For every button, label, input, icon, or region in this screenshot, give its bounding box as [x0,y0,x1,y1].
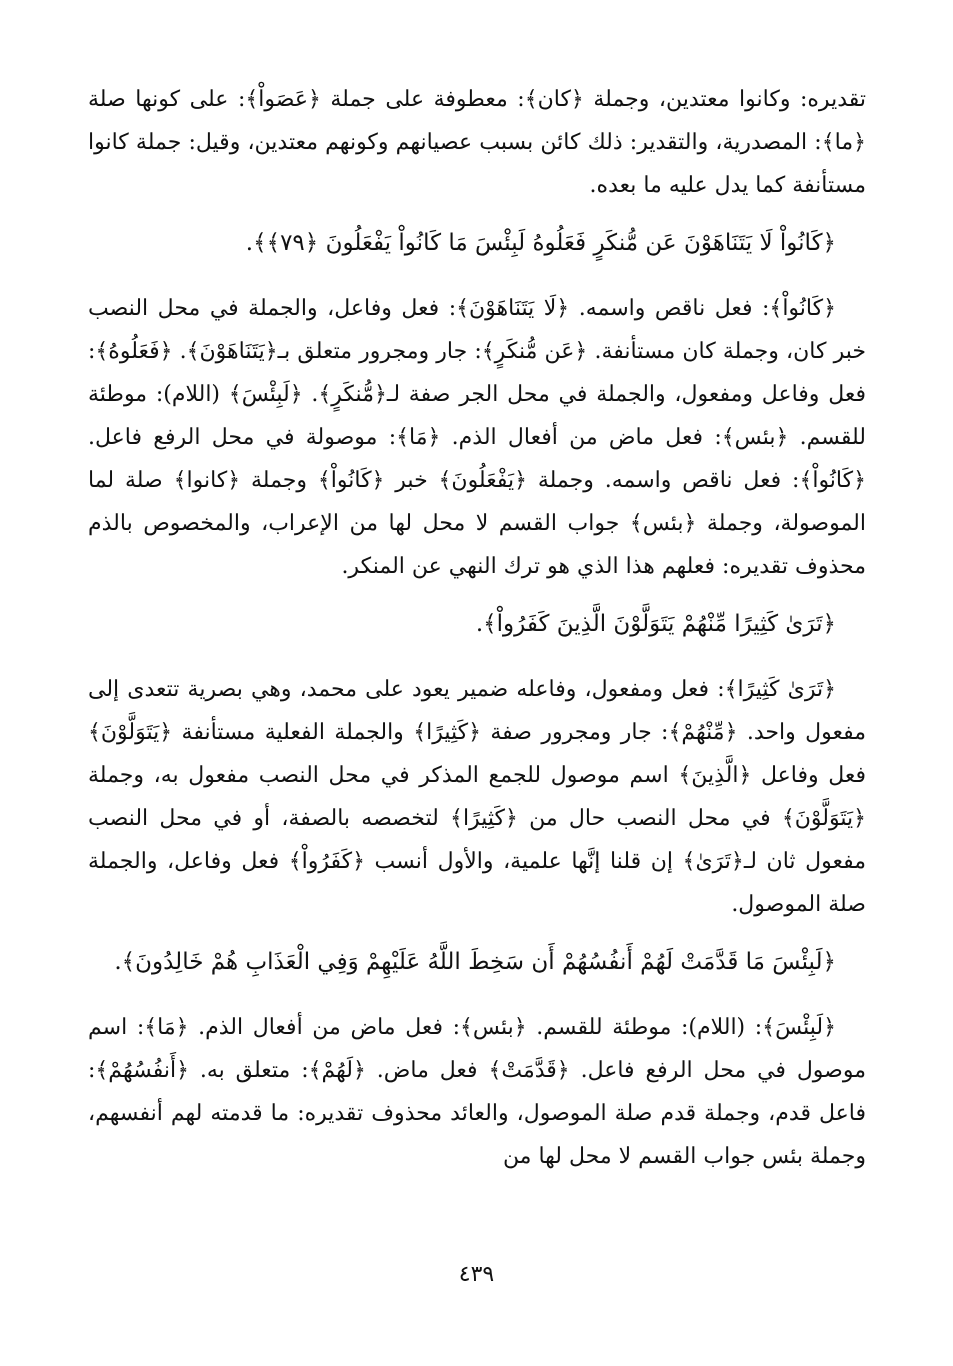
quran-verse: ﴿لَبِئْسَ مَا قَدَّمَتْ لَهُمْ أَنفُسُهُمْ أَن سَخِطَ اللَّهُ عَلَيْهِمْ وَفِي الْعَذَابِ هُمْ خَالِدُونَ﴾. [114,949,836,975]
paragraph: ﴿كَانُواْ﴾: فعل ناقص واسمه. ﴿لَا يَتَنَاهَوْنَ﴾: فعل وفاعل، والجملة في محل النصب خبر كان، وجملة كان مستأنفة. ﴿عَن مُّنكَرٍ﴾: جار ومجرور متعلق بـ﴿يَتَنَاهَوْنَ﴾. ﴿فَعَلُوهُ﴾: فعل وفاعل ومفعول، والجملة في محل الجر صفة لـ﴿مُّنكَرٍ﴾. ﴿لَبِئْسَ﴾ (اللام): موطئة للقسم. ﴿بئس﴾: فعل ماض من أفعال الذم. ﴿مَا﴾: موصولة في محل الرفع فاعل. ﴿كَانُواْ﴾: فعل ناقص واسمه. وجملة ﴿يَفْعَلُونَ﴾ خبر ﴿كَانُواْ﴾ وجملة ﴿كانوا﴾ صلة لما الموصولة، وجملة ﴿بئس﴾ جواب القسم لا محل لها من الإعراب، والمخصوص بالذم محذوف تقديره: فعلهم هذا الذي هو ترك النهي عن المنكر. [88,296,866,579]
paragraph: ﴿تَرَىٰ كَثِيرًا﴾: فعل ومفعول، وفاعله ضمير يعود على محمد، وهي بصرية تتعدى إلى مفعول واحد. ﴿مِّنْهُمْ﴾: جار ومجرور صفة ﴿كَثِيرًا﴾ والجملة الفعلية مستأنفة ﴿يَتَوَلَّوْنَ﴾ فعل وفاعل ﴿الَّذِينَ﴾ اسم موصول للجمع المذكر في محل النصب مفعول به، وجملة ﴿يَتَوَلَّوْنَ﴾ في محل النصب حال من ﴿كَثِيرًا﴾ لتخصصه بالصفة، أو في محل النصب مفعول ثان لـ﴿تَرَىٰ﴾ إن قلنا إنَّها علمية، والأول أنسب ﴿كَفَرُواْ﴾ فعل وفاعل، والجملة صلة الموصول. [88,677,866,917]
paragraph: تقديره: وكانوا معتدين، وجملة ﴿كان﴾: معطوفة على جملة ﴿عَصَواْ﴾: على كونها صلة ﴿ما﴾: المصدرية، والتقدير: ذلك كائن بسبب عصيانهم وكونهم معتدين، وقيل: جملة كانوا مستأنفة كما يدل عليه ما بعده. [88,87,866,198]
quran-verse: ﴿تَرَىٰ كَثِيرًا مِّنْهُمْ يَتَوَلَّوْنَ الَّذِينَ كَفَرُواْ﴾. [475,611,836,637]
page-number: ٤٣٩ [458,1262,495,1287]
quran-verse: ﴿كَانُواْ لَا يَتَنَاهَوْنَ عَن مُّنكَرٍ فَعَلُوهُ لَبِئْسَ مَا كَانُواْ يَفْعَلُونَ ﴿٧٩﴾﴾. [245,230,836,256]
paragraph: ﴿لَبِئْسَ﴾: (اللام): موطئة للقسم. ﴿بئس﴾: فعل ماض من أفعال الذم. ﴿مَا﴾: اسم موصول في محل الرفع فاعل. ﴿قَدَّمَتْ﴾ فعل ماض. ﴿لَهُمْ﴾: متعلق به. ﴿أَنفُسُهُمْ﴾: فاعل قدم، وجملة قدم صلة الموصول، والعائد محذوف تقديره: ما قدمته لهم أنفسهم، وجملة بئس جواب القسم لا محل لها من [88,1015,867,1169]
page-body [88,78,866,1192]
